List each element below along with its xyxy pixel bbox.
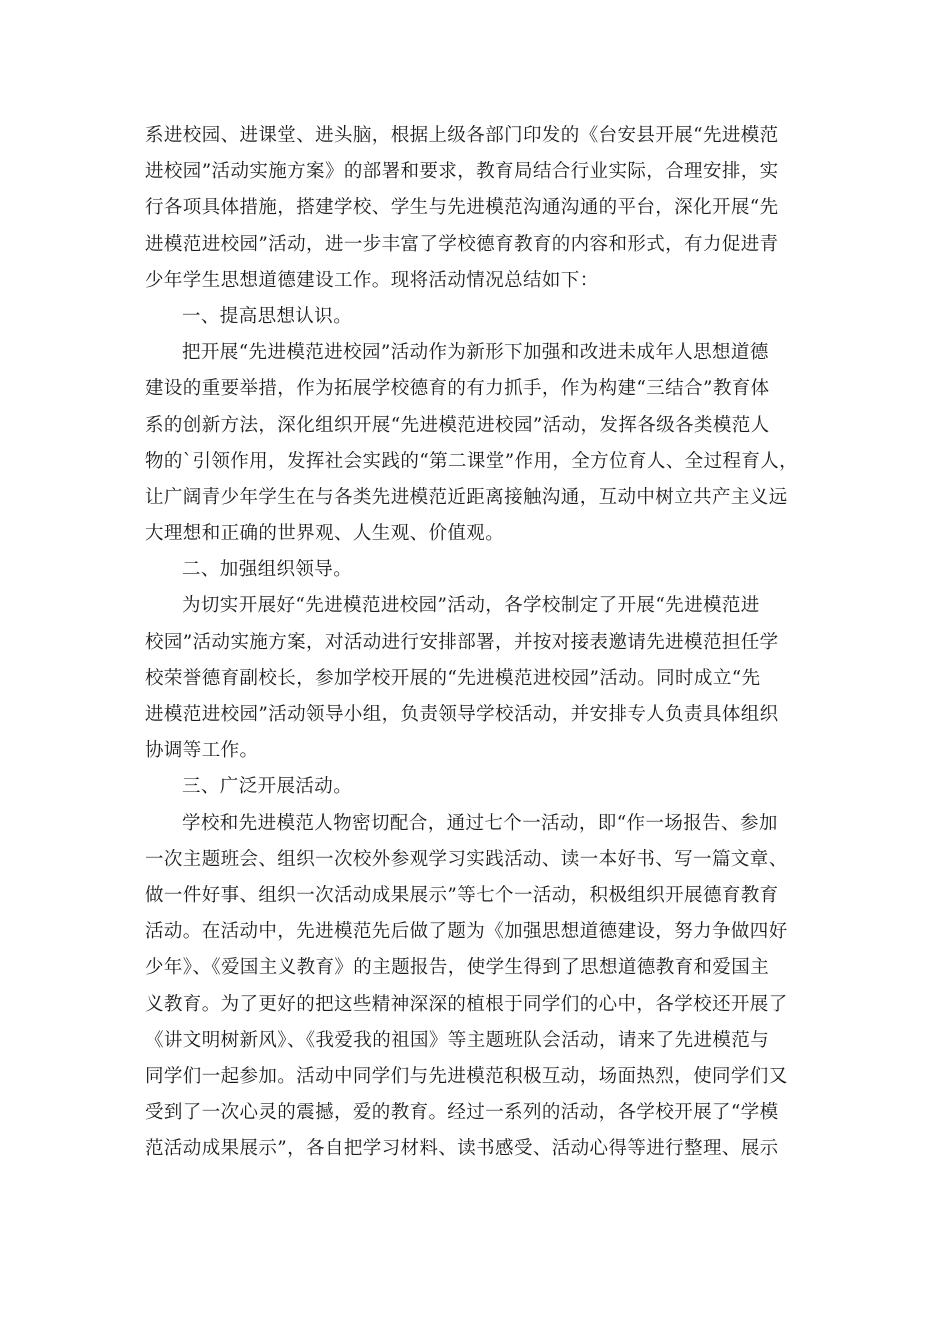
text-line: 把开展“先进模范进校园”活动作为新形下加强和改进未成年人思想道德 (182, 342, 769, 364)
text-line: 进模范进校园”活动领导小组，负责领导学校活动，并安排专人负责具体组织 (145, 704, 779, 725)
text-line: 义教育。为了更好的把这些精神深深的植根于同学们的心中，各学校还开展了 (145, 993, 788, 1015)
text-line: 进校园”活动实施方案》的部署和要求，教育局结合行业实际，合理安排，实 (145, 161, 779, 183)
text-line: 受到了一次心灵的震撼，爱的教育。经过一系列的活动，各学校开展了“学模 (145, 1102, 779, 1124)
text-line: 范活动成果展示”，各自把学习材料、读书感受、活动心得等进行整理、展示 (145, 1138, 779, 1160)
text-line: 一次主题班会、组织一次校外参观学习实践活动、读一本好书、写一篇文章、 (145, 848, 788, 870)
text-line: 一、提高思想认识。 (182, 305, 353, 327)
text-line: 大理想和正确的世界观、人生观、价值观。 (145, 523, 505, 545)
text-line: 学校和先进模范人物密切配合，通过七个一活动，即“作一场报告、参加 (182, 812, 778, 834)
text-line: 《讲文明树新风》、《我爱我的祖国》等主题班队会活动，请来了先进模范与 (145, 1029, 770, 1051)
text-line: 少年学生思想道德建设工作。现将活动情况总结如下： (145, 269, 599, 291)
text-line: 建设的重要举措，作为拓展学校德育的有力抓手，作为构建“三结合”教育体 (145, 378, 770, 400)
text-line: 为切实开展好“先进模范进校园”活动，各学校制定了开展“先进模范进 (182, 595, 760, 617)
text-line: 少年》、《爱国主义教育》的主题报告，使学生得到了思想道德教育和爱国主 (145, 957, 770, 979)
text-line: 三、广泛开展活动。 (182, 776, 353, 798)
text-line: 协调等工作。 (145, 740, 259, 762)
text-line: 物的`引领作用，发挥社会实践的“第二课堂”作用，全方位育人、全过程育人， (145, 450, 799, 472)
text-line: 进模范进校园”活动，进一步丰富了学校德育教育的内容和形式，有力促进青 (145, 233, 779, 255)
text-line: 活动。在活动中，先进模范先后做了题为《加强思想道德建设，努力争做四好 (145, 921, 788, 943)
document-body (145, 118, 825, 1167)
text-line: 校荣誉德育副校长，参加学校开展的“先进模范进校园”活动。同时成立“先 (145, 667, 761, 689)
text-line: 系进校园、进课堂、进头脑，根据上级各部门印发的《台安县开展“先进模范 (145, 125, 779, 146)
text-line: 让广阔青少年学生在与各类先进模范近距离接触沟通，互动中树立共产主义远 (145, 486, 788, 508)
text-line: 二、加强组织领导。 (182, 559, 353, 581)
text-line: 系的创新方法，深化组织开展“先进模范进校园”活动，发挥各级各类模范人 (145, 414, 770, 436)
text-line: 行各项具体措施，搭建学校、学生与先进模范沟通沟通的平台，深化开展“先 (145, 197, 779, 219)
text-line: 同学们一起参加。活动中同学们与先进模范积极互动，场面热烈，使同学们又 (145, 1065, 788, 1087)
text-line: 校园”活动实施方案，对活动进行安排部署，并按对接表邀请先进模范担任学 (145, 631, 779, 653)
text-line: 做一件好事、组织一次活动成果展示”等七个一活动，积极组织开展德育教育 (145, 884, 779, 906)
